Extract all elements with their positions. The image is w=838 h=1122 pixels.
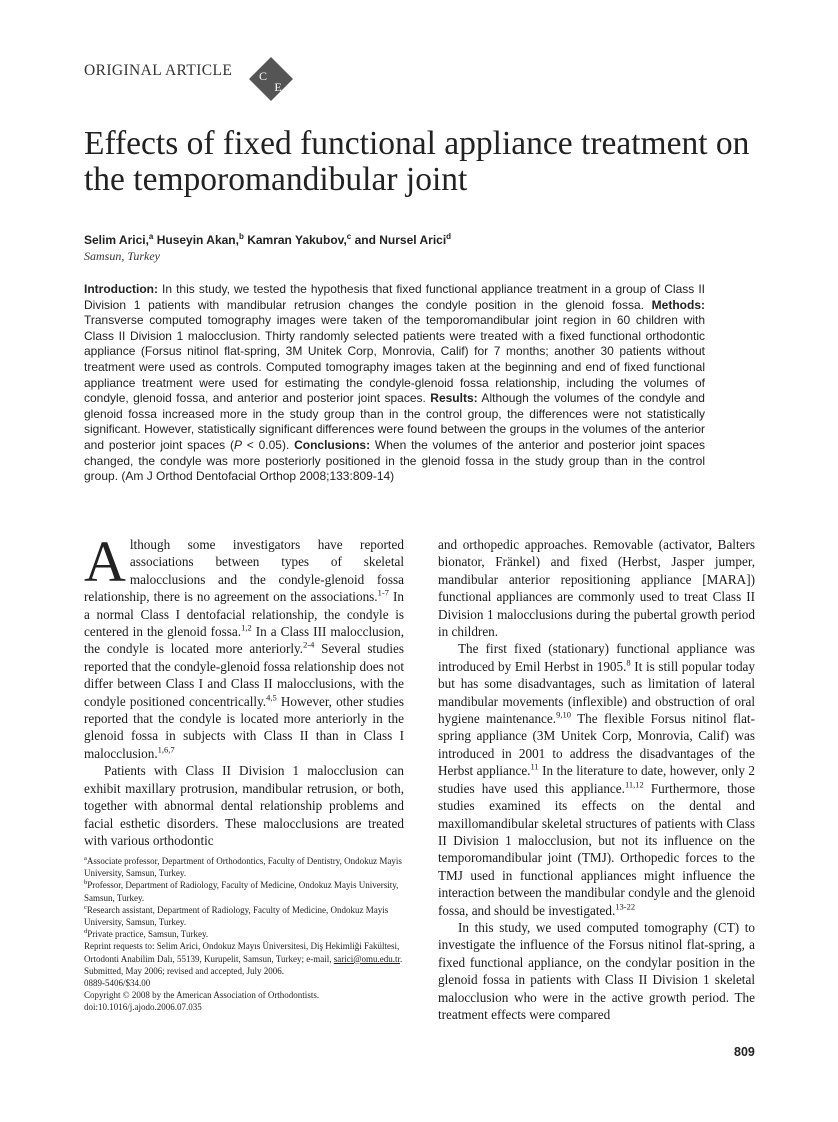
body-paragraph: and orthopedic approaches. Removable (activator, Balters bionator, Fränkel) and fixed (Herbst, Jasper jumper, mandibular anterior repositioning appliance [MARA]) functional appliances are commonly used to treat Class II Division 1 malocclusions during the pubertal growth period in children. <box>438 537 755 640</box>
footnote-submitted: Submitted, May 2006; revised and accepted, July 2006. <box>84 965 284 976</box>
article-title: Effects of fixed functional appliance treatment on the temporomandibular joint <box>84 125 750 198</box>
footnote-text: Private practice, Samsun, Turkey. <box>87 929 209 940</box>
abstract-results-label: Results: <box>430 391 478 406</box>
abstract-p-symbol: P <box>233 437 242 452</box>
citation-ref: 9,10 <box>556 709 571 720</box>
body-text: The flexible Forsus nitinol flat-spring appliance (3M Unitek Corp, Monrovia, Calif) was introduced in 2001 to address the disadvantages of the Herbst appliance. <box>438 711 755 779</box>
footnote-reprint-requests <box>84 940 404 964</box>
abstract-methods-text: Transverse computed tomography images were taken of the temporomandibular joint region in 60 children with Class II Division 1 malocclusion. Thirty randomly selected patients were treated with a fixed functional orthodontic appliance (Forsus nitinol flat-spring, 3M Unitek Corp, Monrovia, Calif) for 7 months; another 30 patients without treatment were used as controls. Computed tomography images taken at the beginning and end of fixed functional appliance treatment were used for estimating the condyle-glenoid fossa relationship, including the volumes of condyle, glenoid fossa, and anterior and posterior joint spaces. <box>84 313 705 406</box>
body-paragraph: Patients with Class II Division 1 malocclusion can exhibit maxillary protrusion, mandibular retrusion, or both, together with abnormal dental relationship problems and facial esthetic disorders. These malocclusions are treated with various orthodontic <box>84 763 404 848</box>
ce-badge-diamond <box>249 57 293 101</box>
author-name: Selim Arici, <box>84 233 149 247</box>
citation-ref: 2-4 <box>303 640 315 651</box>
footnote-text: Reprint requests to: Selim Arici, Ondokuz Mayıs Üniversitesi, Diş Hekimliği Fakültesi, Ortodonti Anabilim Dalı, 55139, Kurupelit, Samsun, Turkey; e-mail, <box>84 941 400 964</box>
author-affiliation-mark: d <box>446 232 452 241</box>
footnote-text: . <box>400 953 403 964</box>
footnotes <box>84 855 404 1014</box>
author-affiliation-mark: a <box>148 232 154 241</box>
abstract-methods-label: Methods: <box>651 297 705 312</box>
email-link[interactable]: sarici@omu.edu.tr <box>333 953 401 964</box>
page-number: 809 <box>734 1045 755 1059</box>
citation-ref: 11,12 <box>624 779 644 790</box>
ce-badge-logo <box>248 56 294 102</box>
body-text: The first fixed (stationary) functional appliance was introduced by Emil Herbst in 1905. <box>438 641 755 674</box>
abstract-results-text: Although the volumes of the condyle and glenoid fossa increased more in the study group than in the control group, the differences were not statistically significant. However, statistically significant differences were found between the groups in the volumes of the anterior and posterior joint spaces ( <box>84 391 705 452</box>
body-paragraph <box>438 640 755 919</box>
footnote-mark: d <box>84 928 88 936</box>
footnote-mark: c <box>84 903 87 911</box>
citation-ref: 1,6,7 <box>157 744 175 755</box>
ce-badge-letter-c: C <box>258 69 268 83</box>
body-text: In a normal Class I dentofacial relationship, the condyle is centered in the glenoid fossa. <box>84 589 404 640</box>
body-paragraph <box>84 529 404 762</box>
citation-ref: 4,5 <box>266 692 277 703</box>
author-affiliation-mark: c <box>346 232 352 241</box>
body-text: It is still popular today but has some disadvantages, such as limitation of lateral mandibular movements (inflexible) and obstruction of oral hygiene maintenance. <box>438 658 755 727</box>
section-label: ORIGINAL ARTICLE <box>84 62 233 79</box>
author-name: Huseyin Akan, <box>153 233 239 247</box>
body-text: In a Class III malocclusion, the condyle is located more anteriorly. <box>84 624 404 657</box>
footnote-doi: doi:10.1016/j.ajodo.2006.07.035 <box>84 1002 202 1013</box>
citation-ref: 1,2 <box>241 622 252 633</box>
footnote-issn: 0889-5406/$34.00 <box>84 978 151 989</box>
footnote-text: Associate professor, Department of Orthodontics, Faculty of Dentistry, Ondokuz Mayis University, Samsun, Turkey. <box>84 856 402 879</box>
body-column-right <box>438 536 755 1023</box>
abstract-intro-text: In this study, we tested the hypothesis that fixed functional appliance treatment in a group of Class II Division 1 patients with mandibular retrusion changes the condyle position in the glenoid fossa. <box>84 282 705 312</box>
citation-ref: 1-7 <box>377 587 389 598</box>
footnote-affiliation-b <box>84 879 404 903</box>
body-text: lthough some investigators have reported associations between types of skeletal malocclusions and the condyle-glenoid fossa relationship, there is no agreement on the associations. <box>84 537 404 605</box>
footnote-mark: a <box>84 855 87 862</box>
author-list <box>84 232 451 247</box>
citation-ref: 8 <box>626 657 631 668</box>
body-text: Several studies reported that the condyle-glenoid fossa relationship does not differ between Class I and Class II malocclusions, with the condyle positioned concentrically. <box>84 641 404 709</box>
footnote-affiliation-d <box>84 928 404 940</box>
author-affiliation-mark: b <box>238 232 244 241</box>
abstract-intro-label: Introduction: <box>84 282 158 296</box>
footnote-mark: b <box>84 879 88 887</box>
footnote-affiliation-a <box>84 855 404 879</box>
footnote-text: Research assistant, Department of Radiology, Faculty of Medicine, Ondokuz Mayis University, Samsun, Turkey. <box>84 904 389 928</box>
body-paragraph: In this study, we used computed tomography (CT) to investigate the influence of the Forsus nitinol flat-spring, a fixed functional appliance, on the condylar position in the glenoid fossa in patients with Class II Division 1 skeletal malocclusion who were in the active growth period. The treatment effects were compared <box>438 919 755 1022</box>
body-text: However, other studies reported that the condyle is located more anteriorly in the glenoid fossa in subjects with Class II than in Class I malocclusion. <box>84 693 404 761</box>
body-text: Furthermore, those studies examined its effects on the dental and maxillomandibular skeletal structures of patients with Class II Division 1 malocclusion, but not its influence on the temporomandibular joint (TMJ). Orthopedic forces to the TMJ used in functional appliances might influence the interaction between the mandibular condyle and the glenoid fossa, and should be investigated. <box>438 780 755 918</box>
citation-ref: 11 <box>530 761 539 772</box>
footnote-text: Professor, Department of Radiology, Faculty of Medicine, Ondokuz Mayis University, Samsun, Turkey. <box>84 880 399 903</box>
citation-ref: 13-22 <box>615 901 636 912</box>
body-column-left <box>84 529 404 849</box>
drop-cap: A <box>84 529 126 594</box>
abstract-conclusions-text: When the volumes of the anterior and posterior joint spaces changed, the condyle was more posteriorly positioned in the glenoid fossa in the study group than in the control group. (Am J Orthod Dentofacial Orthop 2008;133:809-14) <box>84 437 705 484</box>
footnote-copyright: Copyright © 2008 by the American Association of Orthodontists. <box>84 990 320 1001</box>
footnote-affiliation-c <box>84 904 404 928</box>
ce-badge-letter-e: E <box>274 80 282 94</box>
abstract-results-text-end: < 0.05). <box>241 437 295 452</box>
author-name: and Nursel Arici <box>351 233 447 247</box>
abstract <box>84 282 705 485</box>
author-name: Kamran Yakubov, <box>243 233 347 247</box>
body-text: In the literature to date, however, only 2 studies have used this appliance. <box>438 763 755 796</box>
abstract-conclusions-label: Conclusions: <box>294 437 371 452</box>
author-location: Samsun, Turkey <box>84 249 160 263</box>
